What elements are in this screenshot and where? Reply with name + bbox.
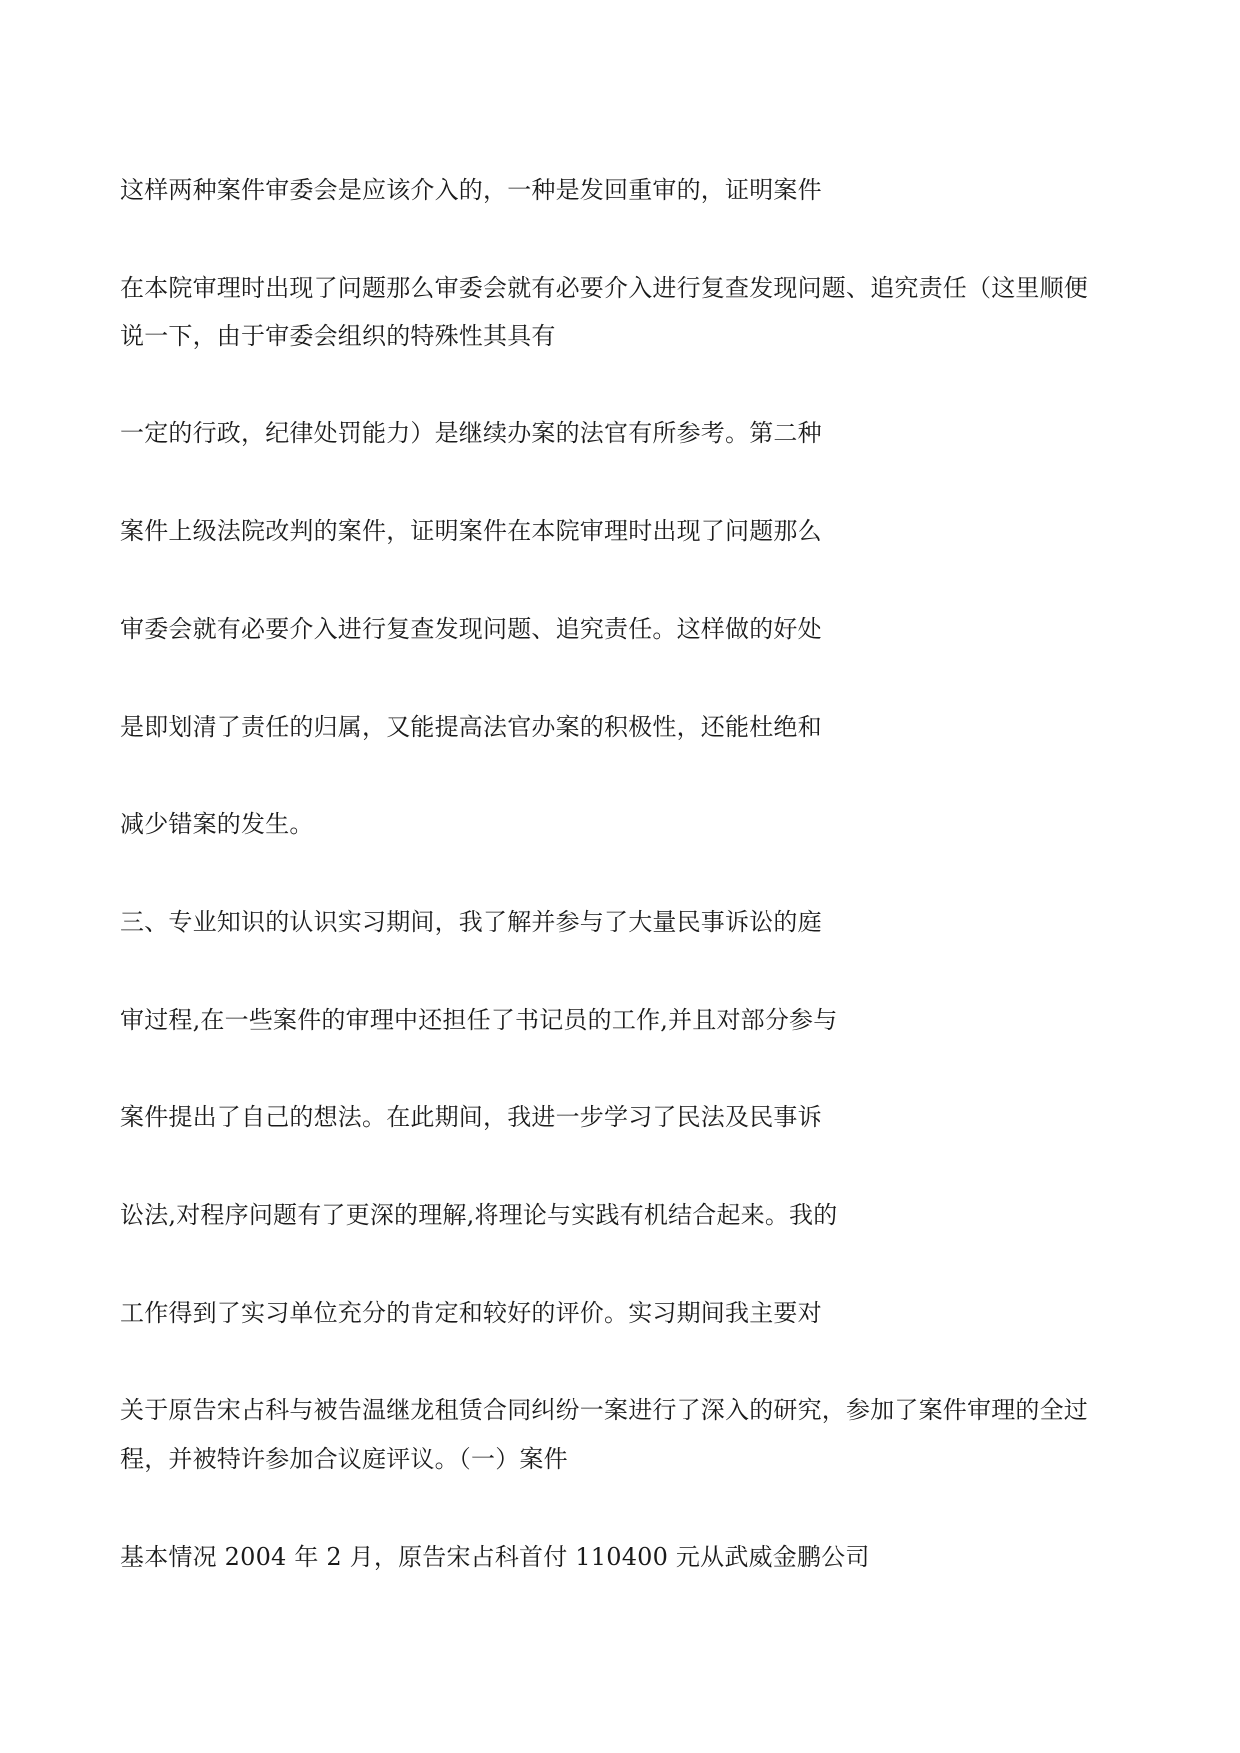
text-line: 案件上级法院改判的案件，证明案件在本院审理时出现了问题那么: [120, 517, 822, 545]
text-line: 程，并被特许参加合议庭评议。（一）案件: [120, 1445, 568, 1473]
text-line: 工作得到了实习单位充分的肯定和较好的评价。实习期间我主要对: [120, 1299, 822, 1327]
text-line: 一定的行政，纪律处罚能力）是继续办案的法官有所参考。第二种: [120, 419, 822, 447]
text-line: 基本情况 2004 年 2 月，原告宋占科首付 110400 元从武威金鹏公司: [120, 1543, 870, 1571]
text-line: 减少错案的发生。: [120, 810, 314, 838]
text-line: 讼法,对程序问题有了更深的理解,将理论与实践有机结合起来。我的: [120, 1201, 838, 1229]
text-line: 说一下，由于审委会组织的特殊性其具有: [120, 322, 556, 350]
text-line: 关于原告宋占科与被告温继龙租赁合同纠纷一案进行了深入的研究，参加了案件审理的全过: [120, 1396, 1088, 1424]
text-line: 是即划清了责任的归属，又能提高法官办案的积极性，还能杜绝和: [120, 713, 822, 741]
text-line: 审委会就有必要介入进行复查发现问题、追究责任。这样做的好处: [120, 615, 822, 643]
text-line: 三、专业知识的认识实习期间，我了解并参与了大量民事诉讼的庭: [120, 908, 822, 936]
text-line: 在本院审理时出现了问题那么审委会就有必要介入进行复查发现问题、追究责任（这里顺便: [120, 274, 1088, 302]
text-line: 这样两种案件审委会是应该介入的，一种是发回重审的，证明案件: [120, 176, 822, 204]
text-line: 审过程,在一些案件的审理中还担任了书记员的工作,并且对部分参与: [120, 1006, 838, 1034]
text-line: 案件提出了自己的想法。在此期间，我进一步学习了民法及民事诉: [120, 1103, 822, 1131]
